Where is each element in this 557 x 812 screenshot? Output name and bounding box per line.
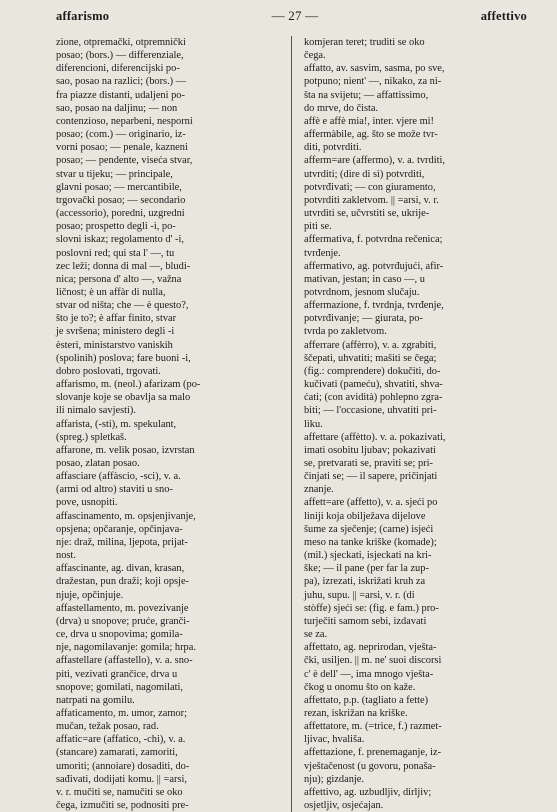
text-line: osjetljiv, osjećajan. xyxy=(303,800,384,812)
text-line: znanje. xyxy=(303,484,334,496)
text-line: njuje, opčinjuje. xyxy=(56,589,124,601)
text-line: čki, usiljen. || m. ne' suoi discorsi xyxy=(303,655,442,667)
text-line: affasciare (affàscio, -sci), v. a. xyxy=(56,471,181,483)
text-line: affè e affè mia!, inter. vjere mi! xyxy=(303,115,434,127)
text-line: contenzioso, neparbeni, nesporni xyxy=(56,115,193,127)
text-line: čkog u onomu što on kaže. xyxy=(303,681,416,693)
text-line: affastellare (affastello), v. a. sno- xyxy=(56,655,193,667)
text-line: se za. xyxy=(303,629,328,641)
text-line: affettato, p.p. (tagliato a fette) xyxy=(303,694,429,706)
text-line: affettare (affètto). v. a. pokazivati, xyxy=(303,431,446,443)
text-line: affettivo, ag. uzbudljiv, dirljiv; xyxy=(303,786,432,798)
text-line: piti, vezivati grančice, drva u xyxy=(56,668,178,680)
text-line: imati osobitu ljubav; pokazivati xyxy=(303,444,436,456)
text-line: šta na svijetu; — affattissimo, xyxy=(303,89,429,101)
text-line: affermàbile, ag. što se može tvr- xyxy=(303,129,438,141)
text-line: mativan, jestan; in caso —, u xyxy=(303,273,425,285)
header-right-guideword: affettivo xyxy=(480,9,527,23)
text-line: affettato, ag. neprirodan, vješta- xyxy=(303,642,437,654)
text-line: posao; (bors.) — differenziale, xyxy=(56,50,184,62)
text-line: v. r. mučiti se, namučiti se oko xyxy=(56,786,183,798)
text-line: slovni iskaz; regolamento d' -i, xyxy=(56,234,184,246)
text-line: kučivati (pameću), shvatiti, shva- xyxy=(303,379,443,391)
text-line: sao, posao na daljinu; — non xyxy=(56,102,178,114)
text-line: diferencioni, diferencijski po- xyxy=(56,63,180,75)
text-line: mučan, težak posao, rad. xyxy=(56,721,159,733)
header-left-guideword: affarismo xyxy=(56,9,110,23)
text-line: poslovni red; qui sta l' —, tu xyxy=(56,247,175,259)
text-line: rezan, iskrižan na kriške. xyxy=(303,707,408,719)
text-line: nje, nagomilavanje: gomila; hrpa. xyxy=(56,642,196,654)
columns xyxy=(56,36,527,812)
text-line: je svršena; ministero degli -i xyxy=(56,326,175,338)
text-line: komjeran teret; truditi se oko xyxy=(303,37,425,48)
text-line: potvrdnom, jesnom slučaju. xyxy=(303,286,420,298)
text-line: meso na tanke kriške (komade); xyxy=(303,536,437,548)
text-line: ce, drva u snopovima; gomila- xyxy=(56,629,183,641)
text-line: stvar u tijeku; — principale, xyxy=(56,168,173,180)
text-line: èsteri, ministarstvo vaniskih xyxy=(56,339,173,351)
text-line: što je to?; è affar finito, stvar xyxy=(56,313,177,325)
text-line: posao; (com.) — originario, iz- xyxy=(56,129,186,141)
text-line: affatic=are (affatico, -chi), v. a. xyxy=(56,734,186,746)
text-line: affermazione, f. tvrdnja, tvrđenje, xyxy=(303,300,444,312)
text-line: ljivac, hvališa. xyxy=(303,734,365,746)
text-line: afferrare (affèrro), v. a. zgrabiti, xyxy=(303,339,437,351)
text-line: affermativa, f. potvrdna rečenica; xyxy=(303,234,443,246)
text-line: sađivati, dodijati komu. || =arsi, xyxy=(56,773,187,785)
text-line: (armi od altro) staviti u sno- xyxy=(56,484,173,496)
text-line: utvrditi se, učvrstiti se, ukrije- xyxy=(303,208,430,220)
text-line: afferm=are (affermo), v. a. tvrditi, xyxy=(303,155,445,167)
text-line: tvrda po zakletvom. xyxy=(303,326,387,338)
text-line: piti se. xyxy=(303,221,332,233)
text-line: vorni posao; — penale, kazneni xyxy=(56,142,188,154)
text-line: se, pretvarati se, praviti se; pri- xyxy=(303,458,433,469)
text-line: ili nimalo savjesti). xyxy=(56,405,136,417)
text-line: (spolinih) poslova; fare buoni -i, xyxy=(56,352,191,364)
text-line: ličnost; è un affàr di nulla, xyxy=(56,286,166,298)
text-line: dobro poslovati, trgovati. xyxy=(56,365,161,377)
text-line: posao, zlatan posao. xyxy=(56,458,140,469)
text-line: affarone, m. velik posao, izvrstan xyxy=(56,444,195,456)
column-divider xyxy=(291,36,292,812)
text-line: biti; — l'occasione, uhvatiti pri- xyxy=(303,405,437,417)
text-line: do mrve, do čista. xyxy=(303,102,379,114)
page-header xyxy=(56,8,527,26)
text-line: nje: draž, milina, ljepota, prijat- xyxy=(56,536,188,548)
text-line: čega. xyxy=(303,50,326,62)
text-line: (spreg.) spletkaš. xyxy=(56,431,127,443)
text-line: nost. xyxy=(56,550,76,562)
text-line: snopove; gomilati, nagomilati, xyxy=(56,681,183,693)
text-line: natrpati na gomilu. xyxy=(56,694,135,706)
text-line: zione, otpremački, otpremnički xyxy=(56,37,186,48)
text-line: (drva) u snopove; pruće, granči- xyxy=(56,615,190,627)
text-line: (accessorio), poredni, uzgredni xyxy=(56,208,185,220)
text-line: šume za sječenje; (carne) isjeći xyxy=(303,523,434,535)
right-column xyxy=(304,36,527,812)
text-line: pa), izrezati, iskrižati kruh za xyxy=(303,576,426,588)
text-line: zec leži; donna di mal —, bludi- xyxy=(56,260,191,272)
text-line: dražestan, pun draži; koji opsje- xyxy=(56,576,190,588)
text-line: affarista, (-sti), m. spekulant, xyxy=(56,418,177,430)
text-line: sao, posao na razlici; (bors.) — xyxy=(56,76,187,88)
text-line: potvrditi zakletvom. || =arsi, v. r. xyxy=(303,194,439,206)
text-line: tvrđenje. xyxy=(303,247,341,259)
text-line: vještačenost (u govoru, ponaša- xyxy=(303,760,436,772)
text-line: affermativo, ag. potvrđujući, afir- xyxy=(303,260,444,272)
text-line: affettazione, f. prenemaganje, iz- xyxy=(303,747,442,759)
text-line: potpuno; nient' —, nikako, za ni- xyxy=(303,76,442,88)
text-line: potvrđivanje; — giurata, po- xyxy=(303,313,423,325)
text-line: turječiti samom sebi, izdavati xyxy=(303,615,427,627)
text-line: slovanje koje se obavlja sa malo xyxy=(56,392,191,404)
text-line: nica; persona d' alto —, važna xyxy=(56,273,182,285)
text-line: trgovački posao; — secondario xyxy=(56,194,186,206)
text-line: opsjena; opčaranje, opčinjava- xyxy=(56,523,183,535)
text-line: fra piazze distanti, udaljeni po- xyxy=(56,89,185,101)
text-line: ške; — il pane (per far la zup- xyxy=(303,563,429,575)
text-line: affatto, av. sasvim, sasma, po sve, xyxy=(303,63,445,75)
text-line: stòffe) sjeći se: (fig. e fam.) pro- xyxy=(303,602,439,614)
text-line: pove, usnopiti. xyxy=(56,497,118,509)
text-line: liniji koja obilježava dijelove xyxy=(303,510,426,522)
text-line: (fig.: comprendere) dokučiti, do- xyxy=(303,365,441,377)
text-line: affascinamento, m. opsjenjivanje, xyxy=(56,510,196,522)
page-number: — 27 — xyxy=(271,8,319,23)
text-line: posao; prospetto degli -i, po- xyxy=(56,221,176,233)
text-line: ščepati, uhvatiti; mašiti se čega; xyxy=(303,352,437,364)
text-line: affett=are (affetto), v. a. sjeći po xyxy=(303,497,438,509)
text-line: nju); gizdanje. xyxy=(303,773,364,785)
text-line: diti, potvrditi. xyxy=(303,142,362,154)
text-line: umoriti; (annoiare) dosaditi, do- xyxy=(56,760,190,772)
text-line: posao; — pendente, viseća stvar, xyxy=(56,155,193,167)
text-line: affascinante, ag. divan, krasan, xyxy=(56,563,185,575)
text-line: affettatore, m. (=trice, f.) razmet- xyxy=(303,721,442,733)
text-line: affastellamento, m. povezivanje xyxy=(56,602,189,614)
text-line: potvrđivati; — con giuramento, xyxy=(303,181,436,193)
text-line: činjati se; — il sapere, pričinjati xyxy=(303,471,438,483)
text-line: stvar od ništa; che — è questo?, xyxy=(56,300,189,312)
text-line: affarismo, m. (neol.) afarizam (po- xyxy=(56,379,201,391)
text-line: utvrditi; (dire di sì) potvrditi, xyxy=(303,168,425,180)
text-line: (stancare) zamarati, zamoriti, xyxy=(56,747,178,759)
text-line: liku. xyxy=(303,418,323,430)
text-line: ćati; (con avidità) pohlepno zgra- xyxy=(303,392,443,404)
text-line: glavni posao; — mercantibile, xyxy=(56,181,182,193)
text-line: čega, izmučiti se, podnositi pre- xyxy=(56,800,189,812)
text-line: affaticamento, m. umor, zamor; xyxy=(56,707,187,719)
text-line: c' è dell' —, ima mnogo vješta- xyxy=(303,668,434,680)
left-column xyxy=(56,36,279,812)
text-line: (mil.) sjeckati, isjeckati na kri- xyxy=(303,550,432,562)
text-line: juhu, supu. || =arsi, v. r. (di xyxy=(303,589,415,601)
